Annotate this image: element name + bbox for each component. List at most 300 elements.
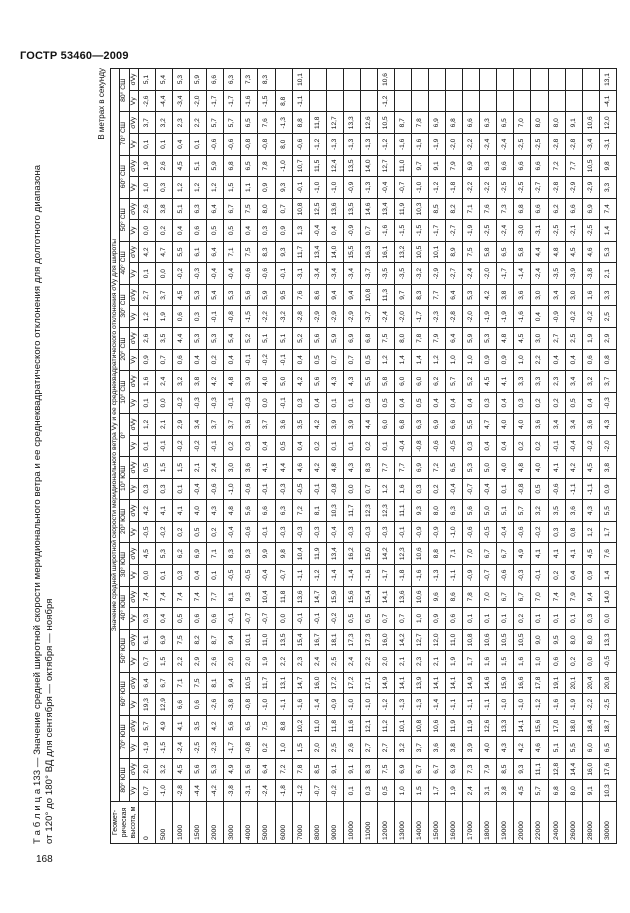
mean-value-cell: 0,1: [565, 608, 582, 630]
altitude-header: Геомет-рическая высота, м: [111, 802, 139, 844]
std-dev-cell: 10,5: [377, 112, 394, 134]
mean-value-cell: -1,1: [446, 564, 463, 586]
std-dev-cell: 12,6: [360, 112, 377, 134]
mean-value-cell: 0,1: [343, 780, 360, 802]
mean-value-cell: -0,1: [309, 608, 326, 630]
mean-value-cell: -3,5: [377, 263, 394, 285]
std-dev-cell: 5,3: [599, 241, 616, 263]
std-dev-cell: 2,6: [139, 327, 156, 349]
std-dev-cell: 3,5: [292, 414, 309, 436]
std-dev-cell: 8,3: [360, 457, 377, 479]
mean-value-cell: 1,2: [173, 177, 190, 199]
std-dev-cell: 6,6: [565, 198, 582, 220]
std-dev-cell: 7,4: [190, 586, 207, 608]
std-dev-cell: 4,6: [582, 241, 599, 263]
mean-value-cell: -3,7: [360, 306, 377, 328]
mean-value-cell: 0,0: [343, 478, 360, 500]
std-dev-cell: 6,9: [394, 758, 411, 780]
std-dev-cell: 6,8: [394, 414, 411, 436]
latitude-header: 40° ЮШ: [120, 586, 129, 629]
mean-value-cell: -1,8: [275, 780, 292, 802]
mean-value-cell: -2,2: [480, 177, 497, 199]
std-dev-cell: 9,3: [412, 500, 429, 522]
std-dev-cell: 5,8: [480, 241, 497, 263]
std-dev-header: σVy: [129, 543, 138, 565]
std-dev-cell: 17,3: [360, 629, 377, 651]
mean-value-cell: 0,3: [463, 435, 480, 457]
mean-value-cell: -0,6: [463, 521, 480, 543]
std-dev-cell: 5,0: [480, 457, 497, 479]
mean-value-cell: 0,4: [190, 564, 207, 586]
mean-value-cell: -1,2: [292, 780, 309, 802]
mean-value-cell: -1,7: [497, 263, 514, 285]
std-dev-cell: 3,4: [565, 414, 582, 436]
mean-value-cell: 6,5: [599, 737, 616, 759]
std-dev-cell: 6,7: [480, 543, 497, 565]
mean-value-cell: -1,2: [309, 134, 326, 156]
mean-value-cell: [480, 90, 497, 112]
mean-value-cell: -0,6: [548, 478, 565, 500]
mean-value-cell: -1,2: [531, 694, 548, 716]
mean-value-cell: 1,0: [446, 349, 463, 371]
mean-value-cell: -1,0: [224, 478, 241, 500]
std-dev-cell: 4,0: [497, 414, 514, 436]
std-dev-cell: 3,4: [565, 371, 582, 393]
std-dev-cell: 8,5: [497, 758, 514, 780]
std-dev-cell: 8,0: [429, 500, 446, 522]
mean-value-cell: 8,0: [275, 134, 292, 156]
std-dev-cell: 6,4: [258, 758, 275, 780]
table-row: [497, 69, 514, 844]
std-dev-cell: 11,0: [446, 629, 463, 651]
mean-value-cell: 0,0: [156, 263, 173, 285]
mean-value-cell: -2,3: [429, 306, 446, 328]
latitude-header: 40° СШ: [120, 241, 129, 284]
mean-value-cell: 2,2: [173, 651, 190, 673]
mean-value-cell: -2,4: [463, 263, 480, 285]
mean-value-cell: -2,7: [446, 263, 463, 285]
mean-value-cell: 0,2: [156, 220, 173, 242]
altitude-cell: 11000: [360, 802, 377, 844]
std-dev-cell: 3,9: [241, 371, 258, 393]
altitude-cell: 26000: [565, 802, 582, 844]
mean-value-cell: 1,6: [480, 651, 497, 673]
mean-value-cell: -1,5: [258, 90, 275, 112]
mean-value-cell: -0,3: [190, 263, 207, 285]
latitude-header: 80° ЮШ: [120, 758, 129, 801]
std-dev-cell: 6,0: [377, 414, 394, 436]
mean-value-cell: [582, 90, 599, 112]
std-dev-cell: 4,1: [173, 715, 190, 737]
mean-value-cell: 0,3: [139, 478, 156, 500]
mean-value-cell: 3,8: [497, 780, 514, 802]
std-dev-cell: [463, 69, 480, 91]
std-dev-cell: 0,5: [139, 457, 156, 479]
mean-value-cell: -3,4: [326, 263, 343, 285]
std-dev-cell: 9,4: [224, 672, 241, 694]
std-dev-cell: 5,9: [463, 327, 480, 349]
mean-value-cell: 3,7: [412, 737, 429, 759]
std-dev-cell: 6,3: [480, 112, 497, 134]
mean-value-cell: 0,2: [429, 478, 446, 500]
mean-value-cell: -2,0: [394, 306, 411, 328]
std-dev-cell: 9,3: [514, 758, 531, 780]
std-dev-cell: 5,6: [309, 327, 326, 349]
table-row: [309, 69, 326, 844]
mean-value-cell: -0,3: [514, 564, 531, 586]
std-dev-cell: 7,0: [531, 586, 548, 608]
std-dev-cell: 8,8: [292, 112, 309, 134]
mean-value-cell: 1,2: [190, 177, 207, 199]
mean-value-cell: 1,6: [394, 478, 411, 500]
std-dev-cell: 8,0: [548, 112, 565, 134]
std-dev-cell: 11,0: [258, 629, 275, 651]
std-dev-cell: [429, 69, 446, 91]
std-dev-cell: 4,2: [139, 241, 156, 263]
std-dev-cell: 5,3: [480, 327, 497, 349]
mean-value-cell: -1,1: [292, 564, 309, 586]
mean-value-cell: -0,2: [326, 780, 343, 802]
std-dev-cell: 5,6: [190, 758, 207, 780]
mean-value-cell: 0,4: [480, 435, 497, 457]
std-dev-cell: 3,0: [565, 284, 582, 306]
mean-value-cell: -1,1: [565, 478, 582, 500]
mean-value-cell: -3,1: [292, 263, 309, 285]
std-dev-cell: 8,0: [531, 112, 548, 134]
mean-value-cell: -3,4: [343, 263, 360, 285]
caption-line-2: от 120° до 180° ВД для сентября — октября — ноября: [44, 598, 55, 844]
mean-value-cell: 0,7: [139, 780, 156, 802]
mean-value-cell: -0,1: [275, 263, 292, 285]
std-dev-cell: 3,7: [224, 414, 241, 436]
mean-value-cell: -1,1: [275, 694, 292, 716]
mean-value-cell: -0,2: [531, 521, 548, 543]
mean-value-cell: 0,9: [275, 220, 292, 242]
std-dev-cell: 3,2: [173, 371, 190, 393]
std-dev-cell: 4,8: [326, 457, 343, 479]
mean-value-cell: -1,1: [292, 90, 309, 112]
altitude-cell: 14000: [412, 802, 429, 844]
mean-value-cell: -0,8: [241, 134, 258, 156]
std-dev-cell: 5,3: [463, 457, 480, 479]
mean-value-cell: -1,6: [377, 220, 394, 242]
std-dev-cell: 10,7: [292, 155, 309, 177]
std-dev-cell: 4,4: [173, 327, 190, 349]
std-dev-cell: 2,9: [173, 414, 190, 436]
table-row: [326, 69, 343, 844]
mean-value-cell: 0,6: [173, 349, 190, 371]
std-dev-cell: 8,3: [360, 758, 377, 780]
std-dev-cell: 2,4: [156, 371, 173, 393]
mean-value-cell: -1,4: [343, 564, 360, 586]
std-dev-cell: 16,0: [377, 629, 394, 651]
std-dev-cell: 9,1: [565, 112, 582, 134]
std-dev-cell: 8,2: [190, 629, 207, 651]
std-dev-cell: 7,9: [480, 758, 497, 780]
std-dev-cell: 5,9: [190, 69, 207, 91]
mean-value-cell: -2,7: [446, 220, 463, 242]
mean-value-cell: -0,5: [224, 564, 241, 586]
mean-value-cell: -0,2: [582, 306, 599, 328]
std-dev-cell: 17,2: [326, 672, 343, 694]
mean-value-cell: [309, 90, 326, 112]
mean-value-cell: 2,0: [377, 651, 394, 673]
mean-value-cell: 1,0: [139, 177, 156, 199]
mean-value-cell: -0,4: [224, 263, 241, 285]
std-dev-cell: 6,5: [241, 155, 258, 177]
std-dev-cell: 4,0: [190, 500, 207, 522]
std-dev-cell: 11,9: [309, 543, 326, 565]
mean-value-cell: 0,0: [139, 564, 156, 586]
mean-value-cell: -4,1: [599, 90, 616, 112]
std-dev-cell: 4,3: [207, 500, 224, 522]
std-dev-cell: 7,1: [173, 672, 190, 694]
std-dev-cell: 7,8: [292, 758, 309, 780]
mean-value-cell: -0,2: [173, 392, 190, 414]
mean-value-cell: 2,7: [377, 737, 394, 759]
mean-value-cell: -0,2: [156, 521, 173, 543]
altitude-cell: 12000: [377, 802, 394, 844]
std-dev-cell: 8,3: [224, 543, 241, 565]
altitude-cell: 7000: [292, 802, 309, 844]
std-dev-cell: 3,4: [548, 414, 565, 436]
std-dev-cell: 10,3: [326, 500, 343, 522]
std-dev-cell: 2,5: [565, 327, 582, 349]
mean-value-cell: -0,5: [241, 564, 258, 586]
mean-value-cell: -0,1: [258, 521, 275, 543]
table-row: [207, 69, 224, 844]
std-dev-cell: 1,9: [139, 155, 156, 177]
mean-value-cell: [548, 90, 565, 112]
std-dev-cell: 6,3: [446, 500, 463, 522]
mean-value-cell: 0,4: [190, 349, 207, 371]
std-dev-cell: 10,4: [258, 586, 275, 608]
mean-value-cell: -1,3: [412, 694, 429, 716]
std-dev-cell: 2,2: [190, 112, 207, 134]
std-dev-cell: 2,3: [548, 371, 565, 393]
std-dev-cell: 9,3: [275, 241, 292, 263]
mean-value-cell: -0,1: [531, 564, 548, 586]
latitude-header: 50° ЮШ: [120, 629, 129, 672]
mean-value-cell: 1,3: [292, 220, 309, 242]
mean-value-cell: -1,3: [429, 564, 446, 586]
std-dev-cell: 4,5: [173, 155, 190, 177]
mean-value-cell: -2,5: [531, 134, 548, 156]
mean-value-cell: 1,0: [463, 349, 480, 371]
std-dev-cell: 13,6: [326, 198, 343, 220]
std-dev-cell: [548, 69, 565, 91]
mean-value-cell: -2,9: [582, 177, 599, 199]
mean-wind-header: V̄y: [129, 90, 138, 112]
mean-value-cell: 0,7: [343, 349, 360, 371]
std-dev-cell: 4,2: [292, 371, 309, 393]
mean-value-cell: 6,8: [548, 780, 565, 802]
mean-value-cell: 0,3: [139, 608, 156, 630]
mean-value-cell: -1,6: [241, 90, 258, 112]
std-dev-cell: 10,4: [292, 543, 309, 565]
std-dev-cell: 10,5: [241, 672, 258, 694]
mean-value-cell: 0,3: [514, 392, 531, 414]
mean-value-cell: -2,4: [531, 263, 548, 285]
std-dev-cell: 8,7: [394, 112, 411, 134]
std-dev-cell: 6,6: [531, 155, 548, 177]
std-dev-cell: 16,0: [582, 758, 599, 780]
std-dev-cell: 15,4: [360, 586, 377, 608]
std-dev-cell: 3,7: [156, 284, 173, 306]
std-dev-cell: 15,6: [531, 715, 548, 737]
std-dev-cell: 4,1: [156, 500, 173, 522]
std-dev-cell: 15,0: [360, 543, 377, 565]
std-dev-cell: 4,5: [139, 543, 156, 565]
mean-value-cell: -3,7: [360, 263, 377, 285]
std-dev-cell: 12,1: [360, 715, 377, 737]
std-dev-cell: 4,3: [343, 371, 360, 393]
mean-value-cell: 1,4: [412, 349, 429, 371]
mean-value-cell: 0,4: [565, 349, 582, 371]
mean-value-cell: 1,2: [429, 349, 446, 371]
std-dev-cell: 15,5: [343, 241, 360, 263]
std-dev-cell: 16,7: [309, 629, 326, 651]
mean-value-cell: -1,1: [463, 694, 480, 716]
std-dev-cell: 2,1: [156, 414, 173, 436]
mean-value-cell: 1,0: [531, 651, 548, 673]
table-row: [548, 69, 565, 844]
mean-value-cell: -1,2: [377, 90, 394, 112]
mean-value-cell: 1,6: [514, 651, 531, 673]
std-dev-cell: 4,0: [497, 457, 514, 479]
mean-value-cell: -0,7: [394, 177, 411, 199]
mean-value-cell: -0,4: [446, 478, 463, 500]
mean-value-cell: -0,3: [360, 521, 377, 543]
std-dev-cell: 3,6: [514, 284, 531, 306]
mean-value-cell: 0,1: [139, 392, 156, 414]
mean-value-cell: [497, 90, 514, 112]
mean-value-cell: -1,0: [360, 694, 377, 716]
std-dev-cell: 13,3: [343, 112, 360, 134]
mean-value-cell: -2,6: [139, 90, 156, 112]
std-dev-cell: 6,5: [497, 112, 514, 134]
mean-value-cell: 0,5: [343, 608, 360, 630]
altitude-cell: 15000: [429, 802, 446, 844]
std-dev-cell: 17,2: [343, 672, 360, 694]
mean-value-cell: 0,6: [173, 306, 190, 328]
mean-value-cell: -0,9: [548, 306, 565, 328]
mean-value-cell: 0,3: [360, 780, 377, 802]
std-dev-cell: 5,1: [497, 500, 514, 522]
std-dev-header: σVy: [129, 112, 138, 134]
std-dev-cell: 3,0: [224, 457, 241, 479]
std-dev-cell: 6,9: [412, 457, 429, 479]
mean-value-cell: 2,0: [309, 737, 326, 759]
std-dev-cell: 5,1: [173, 198, 190, 220]
mean-value-cell: -0,1: [275, 392, 292, 414]
std-dev-cell: 10,8: [463, 629, 480, 651]
mean-value-cell: -0,6: [258, 263, 275, 285]
mean-value-cell: -2,1: [565, 220, 582, 242]
mean-value-cell: 12,9: [156, 694, 173, 716]
mean-value-cell: 0,7: [394, 608, 411, 630]
mean-value-cell: -0,2: [565, 306, 582, 328]
mean-value-cell: -2,2: [582, 694, 599, 716]
mean-value-cell: 0,6: [446, 608, 463, 630]
mean-value-cell: 0,2: [548, 564, 565, 586]
mean-value-cell: -2,4: [377, 306, 394, 328]
std-dev-cell: 5,0: [275, 371, 292, 393]
mean-value-cell: 0,2: [309, 435, 326, 457]
std-dev-cell: 15,9: [497, 672, 514, 694]
mean-value-cell: -0,6: [497, 564, 514, 586]
table-row: [139, 69, 156, 844]
std-dev-cell: [565, 69, 582, 91]
std-dev-cell: 11,7: [292, 241, 309, 263]
latitude-header: 30° СШ: [120, 284, 129, 327]
mean-value-cell: -0,1: [292, 177, 309, 199]
std-dev-cell: 8,9: [446, 241, 463, 263]
std-dev-cell: 6,7: [497, 586, 514, 608]
std-dev-cell: 14,0: [326, 241, 343, 263]
std-dev-cell: 3,6: [241, 457, 258, 479]
mean-value-cell: -0,3: [207, 392, 224, 414]
mean-value-cell: 1,0: [275, 737, 292, 759]
std-dev-cell: 4,5: [582, 543, 599, 565]
mean-value-cell: -0,5: [292, 478, 309, 500]
mean-value-cell: 1,5: [292, 737, 309, 759]
mean-value-cell: -1,6: [394, 134, 411, 156]
mean-value-cell: 1,5: [224, 177, 241, 199]
mean-value-cell: 1,5: [412, 780, 429, 802]
std-dev-cell: 13,4: [326, 543, 343, 565]
mean-wind-header: V̄y: [129, 220, 138, 242]
mean-value-cell: [565, 90, 582, 112]
std-dev-cell: 4,1: [497, 371, 514, 393]
std-dev-cell: 7,6: [258, 112, 275, 134]
mean-value-cell: 0,1: [173, 478, 190, 500]
mean-value-cell: -0,5: [446, 435, 463, 457]
std-dev-cell: 4,8: [548, 241, 565, 263]
std-dev-cell: 7,1: [463, 198, 480, 220]
mean-value-cell: -0,6: [241, 478, 258, 500]
std-dev-cell: 14,7: [309, 586, 326, 608]
std-dev-cell: 3,8: [156, 198, 173, 220]
std-dev-cell: 10,1: [394, 715, 411, 737]
mean-value-cell: -3,0: [514, 220, 531, 242]
mean-value-cell: -1,7: [224, 90, 241, 112]
mean-value-cell: -1,0: [343, 694, 360, 716]
std-dev-cell: 8,8: [429, 543, 446, 565]
mean-value-cell: 0,2: [548, 392, 565, 414]
std-dev-cell: 6,4: [207, 241, 224, 263]
mean-value-cell: -2,5: [514, 134, 531, 156]
mean-value-cell: -1,3: [326, 134, 343, 156]
mean-value-cell: -2,4: [497, 220, 514, 242]
span-header: Значение средней широтной скорости меридионального ветра V̄y и ее среднеквадратического отклонения σVy для широты: [111, 69, 120, 802]
std-dev-cell: 9,1: [326, 758, 343, 780]
std-dev-cell: [343, 69, 360, 91]
mean-value-cell: -2,8: [548, 134, 565, 156]
std-dev-cell: 11,7: [343, 500, 360, 522]
std-dev-cell: 11,7: [258, 672, 275, 694]
mean-value-cell: -0,2: [173, 263, 190, 285]
mean-value-cell: 3,2: [394, 737, 411, 759]
std-dev-cell: 5,9: [326, 327, 343, 349]
mean-value-cell: -1,0: [446, 521, 463, 543]
altitude-cell: 1000: [173, 802, 190, 844]
mean-value-cell: 1,5: [156, 651, 173, 673]
mean-value-cell: -1,6: [548, 694, 565, 716]
mean-value-cell: 2,3: [292, 651, 309, 673]
std-dev-cell: 7,2: [429, 457, 446, 479]
table-row: [565, 69, 582, 844]
